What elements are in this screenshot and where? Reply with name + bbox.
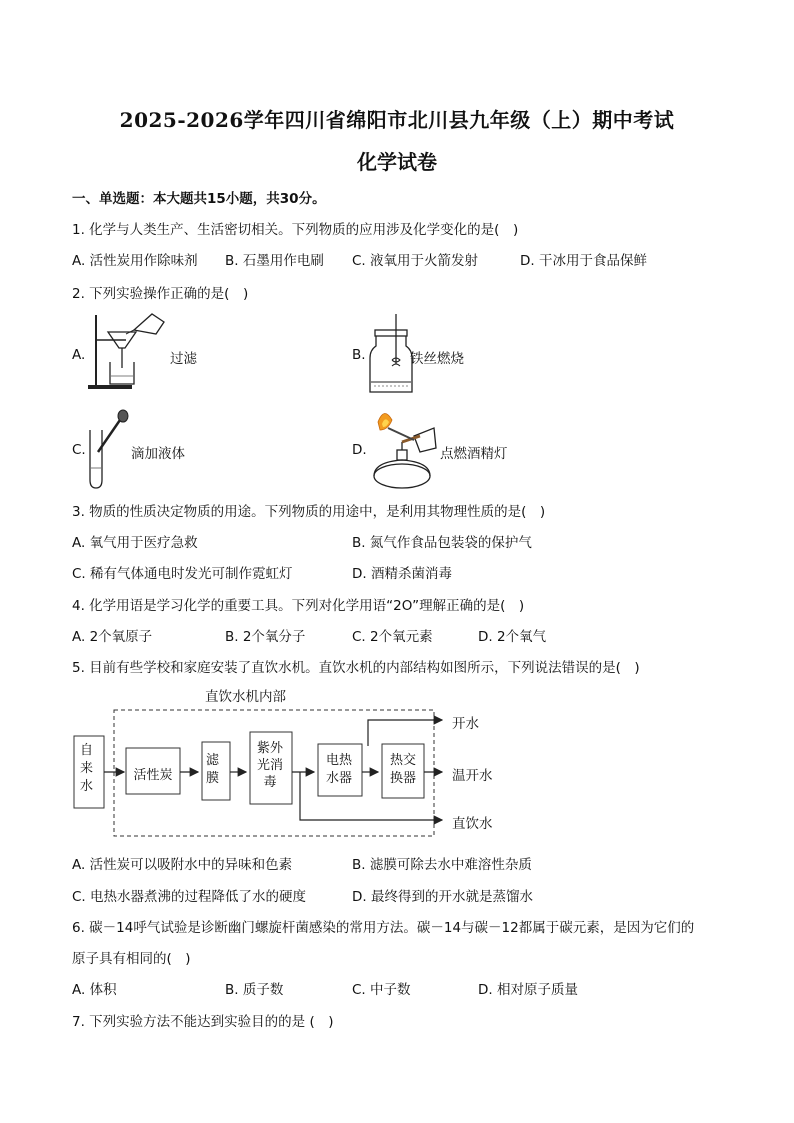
q5-option-c: C. 电热水器煮沸的过程降低了水的硬度 (72, 889, 307, 905)
q6-stem-line1: 6. 碳－14呼气试验是诊断幽门螺旋杆菌感染的常用方法。碳－14与碳－12都属于碳元素，是因为它们的 (72, 920, 695, 936)
q1-option-a: A. 活性炭用作除味剂 (72, 253, 198, 269)
section-heading: 一、单选题：本大题共15小题，共30分。 (72, 191, 326, 207)
heat-exchanger-label: 热交换器 (389, 753, 416, 786)
q2-option-b-letter: B. (352, 347, 366, 363)
q2-option-a-label: 过滤 (170, 351, 197, 367)
membrane-label: 滤膜 (206, 753, 220, 786)
exam-subtitle: 化学试卷 (357, 150, 437, 174)
q1-stem: 1. 化学与人类生产、生活密切相关。下列物质的应用涉及化学变化的是( ) (72, 222, 519, 238)
q2-option-a-letter: A. (72, 347, 86, 363)
q6-option-c: C. 中子数 (352, 982, 411, 998)
iron-wire-combustion-illustration (366, 312, 416, 398)
output-warm-water: 温开水 (452, 768, 493, 784)
q4-option-c: C. 2个氧元素 (352, 629, 433, 645)
q6-stem-line2: 原子具有相同的( ) (72, 951, 191, 967)
q2-option-b-label: 铁丝燃烧 (410, 351, 464, 367)
uv-disinfection-label: 紫外光消毒 (256, 741, 283, 790)
q3-option-c: C. 稀有气体通电时发光可制作霓虹灯 (72, 566, 293, 582)
q5-stem: 5. 目前有些学校和家庭安装了直饮水机。直饮水机的内部结构如图所示，下列说法错误的是( ) (72, 660, 640, 676)
q5-option-a: A. 活性炭可以吸附水中的异味和色素 (72, 857, 293, 873)
q2-stem: 2. 下列实验操作正确的是( ) (72, 286, 249, 302)
q1-option-d: D. 干冰用于食品保鲜 (520, 253, 647, 269)
q6-option-d: D. 相对原子质量 (478, 982, 578, 998)
q3-option-b: B. 氮气作食品包装袋的保护气 (352, 535, 532, 551)
output-drinking-water: 直饮水 (452, 816, 493, 832)
q2-option-d-letter: D. (352, 442, 367, 458)
q5-option-d: D. 最终得到的开水就是蒸馏水 (352, 889, 533, 905)
q5-option-b: B. 滤膜可除去水中难溶性杂质 (352, 857, 532, 873)
exam-title: 2025-2026学年四川省绵阳市北川县九年级（上）期中考试 (119, 108, 675, 132)
filtration-illustration (86, 310, 168, 392)
q4-stem: 4. 化学用语是学习化学的重要工具。下列对化学用语“2O”理解正确的是( ) (72, 598, 525, 614)
dropper-illustration (86, 408, 132, 490)
q4-option-a: A. 2个氧原子 (72, 629, 153, 645)
q4-option-b: B. 2个氧分子 (225, 629, 306, 645)
q7-stem: 7. 下列实验方法不能达到实验目的的是 ( ) (72, 1014, 334, 1030)
q6-option-a: A. 体积 (72, 982, 117, 998)
alcohol-lamp-illustration (366, 406, 438, 492)
activated-carbon-label: 活性炭 (133, 768, 173, 783)
q3-stem: 3. 物质的性质决定物质的用途。下列物质的用途中，是利用其物理性质的是( ) (72, 504, 546, 520)
q4-option-d: D. 2个氧气 (478, 629, 547, 645)
output-boiling-water: 开水 (452, 716, 479, 732)
q2-option-c-letter: C. (72, 442, 86, 458)
q3-option-a: A. 氧气用于医疗急救 (72, 535, 198, 551)
tap-water-label: 自来水 (80, 743, 94, 794)
q6-option-b: B. 质子数 (225, 982, 284, 998)
electric-heater-label: 电热水器 (325, 753, 352, 786)
q2-option-d-label: 点燃酒精灯 (440, 446, 508, 462)
q1-option-b: B. 石墨用作电刷 (225, 253, 324, 269)
diagram-title: 直饮水机内部 (205, 689, 286, 705)
q3-option-d: D. 酒精杀菌消毒 (352, 566, 452, 582)
q1-option-c: C. 液氧用于火箭发射 (352, 253, 479, 269)
q2-option-c-label: 滴加液体 (131, 446, 185, 462)
